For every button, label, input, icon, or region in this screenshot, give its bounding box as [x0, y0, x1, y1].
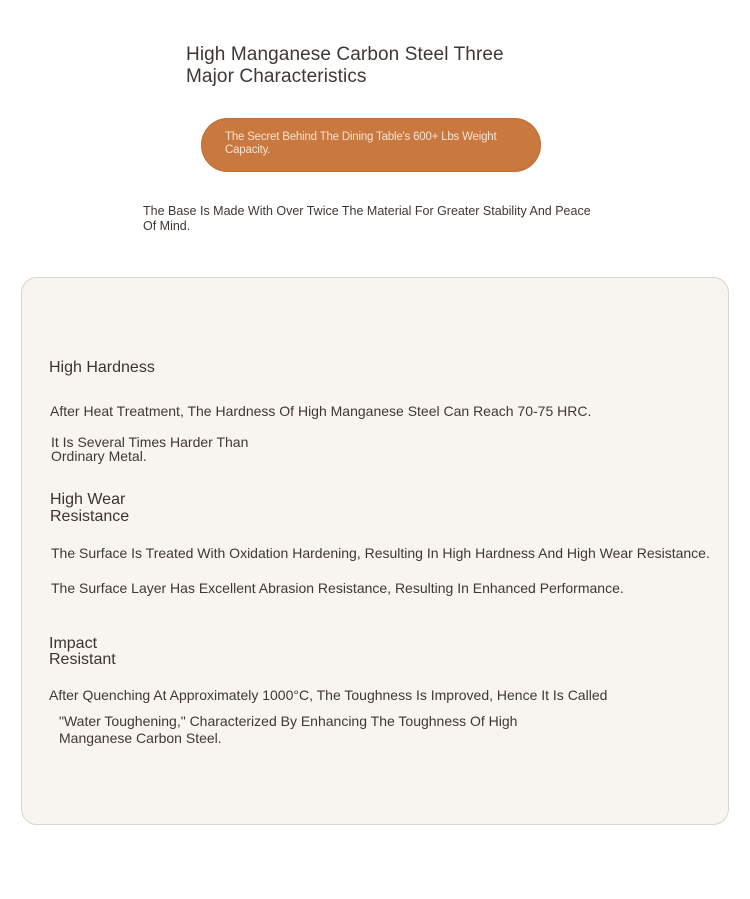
section-text-hardness-1: After Heat Treatment, The Hardness Of High Manganese Steel Can Reach 70-75 HRC.: [50, 403, 592, 419]
section-text-impact-1: After Quenching At Approximately 1000°C, The Toughness Is Improved, Hence It Is Called: [49, 687, 608, 703]
section-heading-impact: Impact Resistant: [49, 635, 116, 668]
characteristics-card: [21, 277, 729, 825]
highlight-banner-text: The Secret Behind The Dining Table's 600+ Lbs Weight Capacity.: [225, 131, 497, 156]
section-text-wear-2: The Surface Layer Has Excellent Abrasion Resistance, Resulting In Enhanced Performance.: [51, 580, 624, 596]
page-subtitle: The Base Is Made With Over Twice The Material For Greater Stability And Peace Of Mind.: [143, 204, 591, 233]
section-heading-hardness: High Hardness: [49, 359, 155, 376]
highlight-banner: [201, 118, 541, 172]
section-heading-wear-resistance: High Wear Resistance: [50, 491, 130, 525]
section-text-impact-2: "Water Toughening," Characterized By Enhancing The Toughness Of High Manganese Carbon Steel.: [59, 713, 518, 746]
section-text-wear-1: The Surface Is Treated With Oxidation Hardening, Resulting In High Hardness And High Wear Resistance.: [51, 545, 710, 561]
section-text-hardness-2: It Is Several Times Harder Than Ordinary Metal.: [51, 434, 249, 464]
page-title: High Manganese Carbon Steel Three Major Characteristics: [186, 44, 504, 87]
